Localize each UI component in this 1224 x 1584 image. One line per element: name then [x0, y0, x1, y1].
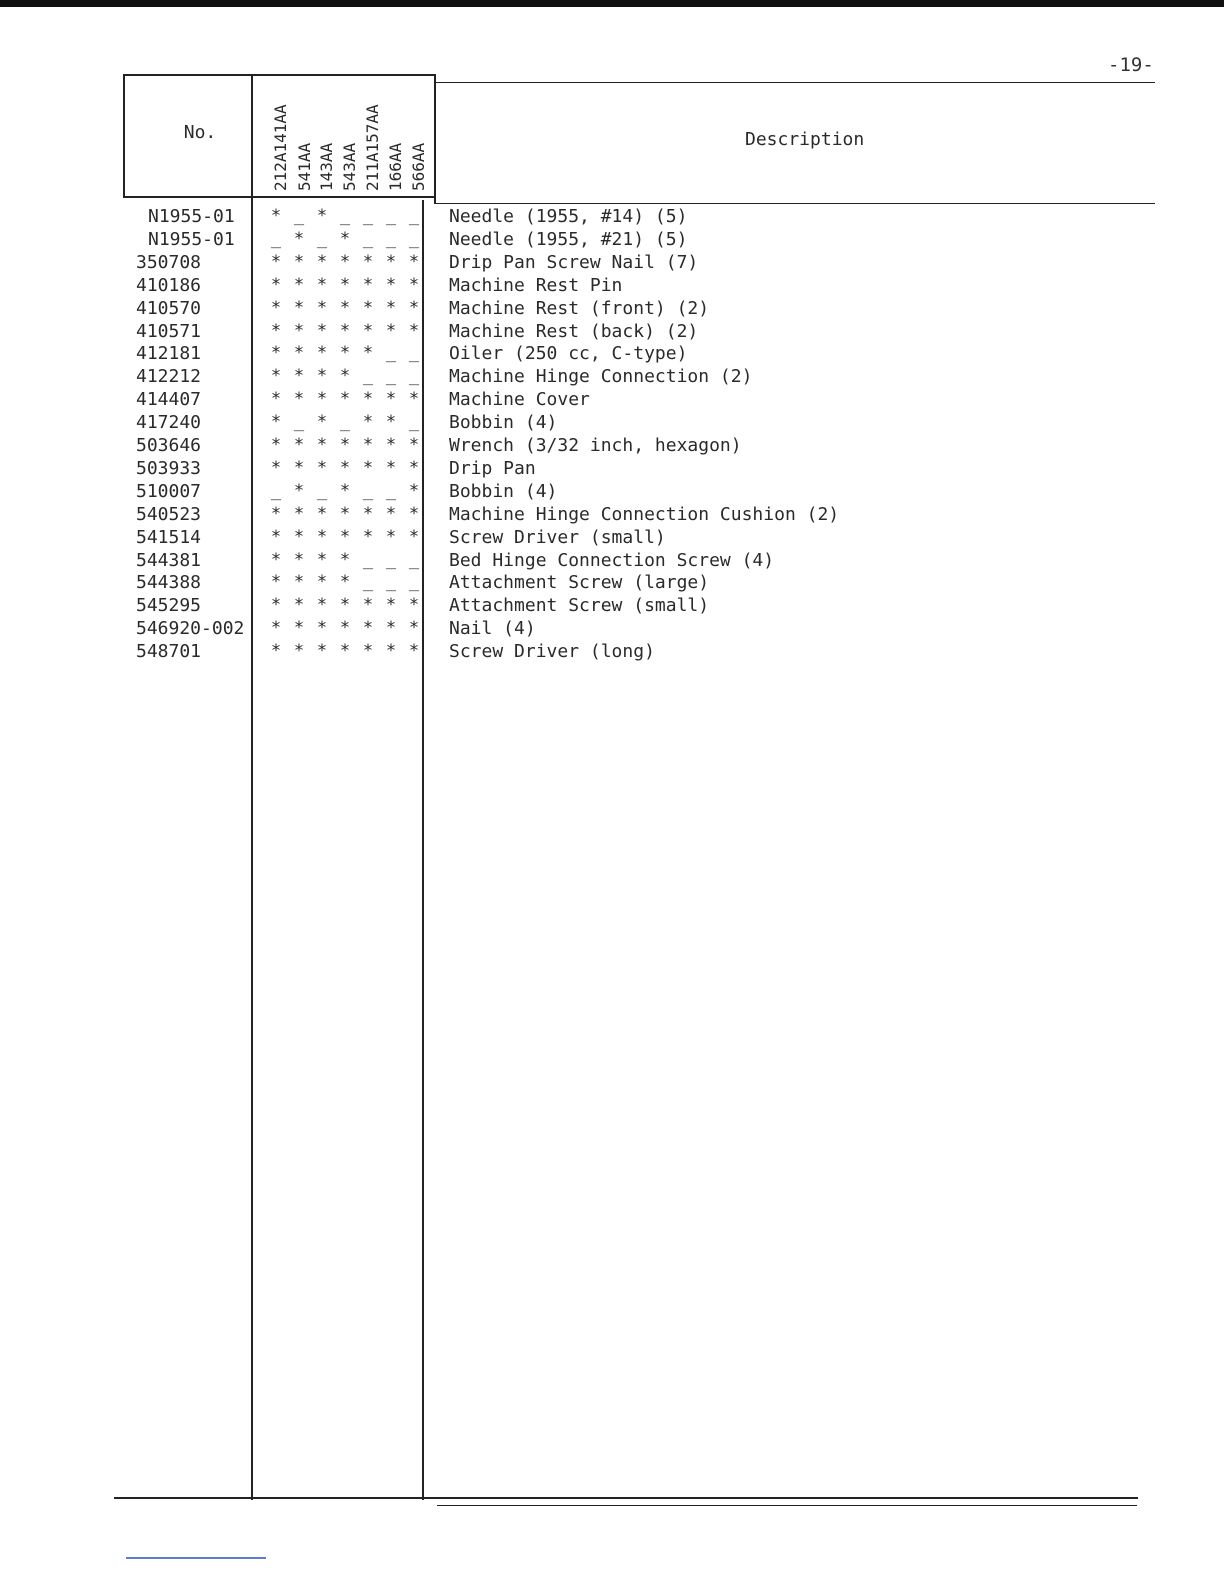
model-header: 543AA: [340, 142, 359, 191]
model-applicability-mark: *: [270, 618, 282, 639]
model-applicability-mark: *: [385, 320, 397, 341]
part-description: Needle (1955, #14) (5): [449, 206, 688, 227]
model-applicability-mark: *: [408, 503, 420, 524]
part-number: 410186: [136, 274, 202, 296]
model-applicability-mark: *: [339, 251, 351, 272]
model-applicability-mark: _: [408, 549, 420, 570]
model-applicability-mark: *: [408, 435, 420, 455]
model-applicability-mark: *: [408, 251, 420, 272]
model-applicability-mark: *: [293, 618, 305, 639]
model-applicability-mark: *: [316, 457, 328, 478]
model-applicability-mark: *: [385, 389, 397, 410]
part-description: Needle (1955, #21) (5): [449, 228, 688, 250]
model-applicability-mark: *: [293, 549, 305, 570]
part-description: Bobbin (4): [449, 480, 558, 502]
model-applicability-mark: *: [270, 412, 282, 433]
model-applicability-mark: *: [362, 389, 374, 410]
model-applicability-mark: _: [385, 343, 397, 364]
model-applicability-mark: *: [316, 435, 328, 455]
model-applicability-mark: _: [408, 343, 420, 364]
model-applicability-mark: *: [316, 320, 328, 341]
model-applicability-mark: *: [270, 572, 282, 593]
model-applicability-mark: *: [385, 297, 397, 318]
column-header-description: Description: [745, 129, 865, 150]
model-applicability-mark: *: [293, 526, 305, 547]
model-applicability-mark: *: [408, 618, 420, 639]
model-applicability-mark: *: [293, 251, 305, 272]
part-number: 412181: [136, 343, 202, 365]
model-applicability-mark: *: [385, 526, 397, 547]
model-applicability-mark: *: [408, 274, 420, 295]
model-applicability-mark: *: [339, 549, 351, 570]
model-applicability-mark: *: [293, 435, 305, 455]
part-number: N1955-01: [148, 228, 235, 250]
model-applicability-mark: *: [293, 366, 305, 387]
part-description: Machine Hinge Connection (2): [449, 366, 753, 388]
table-left-border: [123, 74, 125, 197]
model-applicability-mark: *: [339, 503, 351, 524]
model-applicability-mark: _: [362, 206, 374, 226]
header-bottom-rule-desc: [435, 203, 1155, 204]
model-applicability-mark: _: [362, 228, 374, 249]
model-applicability-mark: _: [293, 206, 305, 226]
part-description: Machine Rest (back) (2): [449, 320, 699, 342]
model-applicability-mark: _: [293, 412, 305, 433]
model-applicability-mark: _: [316, 228, 328, 249]
model-applicability-mark: *: [339, 343, 351, 364]
model-applicability-mark: _: [385, 480, 397, 501]
model-applicability-mark: *: [339, 274, 351, 295]
model-applicability-mark: *: [270, 549, 282, 570]
part-number: 541514: [136, 526, 202, 548]
model-applicability-mark: *: [362, 435, 374, 455]
model-applicability-mark: *: [362, 457, 374, 478]
model-header: 143AA: [317, 142, 336, 191]
model-applicability-mark: _: [385, 206, 397, 226]
model-applicability-mark: *: [316, 572, 328, 593]
model-header: 541AA: [295, 142, 314, 191]
model-applicability-mark: *: [385, 457, 397, 478]
part-description: Attachment Screw (large): [449, 572, 710, 594]
part-description: Bobbin (4): [449, 412, 558, 434]
model-applicability-mark: _: [362, 572, 374, 593]
model-applicability-mark: *: [385, 435, 397, 455]
part-description: Nail (4): [449, 618, 536, 640]
model-applicability-mark: *: [270, 343, 282, 364]
model-applicability-mark: *: [270, 595, 282, 616]
model-applicability-mark: *: [339, 480, 351, 501]
model-applicability-mark: *: [293, 595, 305, 616]
part-number: 350708: [136, 251, 202, 273]
model-applicability-mark: _: [408, 206, 420, 226]
part-description: Screw Driver (long): [449, 641, 655, 663]
model-applicability-mark: *: [362, 503, 374, 524]
model-applicability-mark: *: [408, 457, 420, 478]
model-applicability-mark: *: [270, 389, 282, 410]
part-number: N1955-01: [148, 206, 235, 227]
model-applicability-mark: _: [408, 412, 420, 433]
part-number: 545295: [136, 595, 202, 617]
part-number: 414407: [136, 389, 202, 411]
model-applicability-mark: *: [362, 595, 374, 616]
model-applicability-mark: *: [362, 251, 374, 272]
model-applicability-mark: *: [316, 549, 328, 570]
model-applicability-mark: *: [339, 228, 351, 249]
model-applicability-mark: *: [339, 435, 351, 455]
model-applicability-mark: _: [408, 572, 420, 593]
scan-top-border: [0, 0, 1224, 7]
model-applicability-mark: *: [339, 457, 351, 478]
model-applicability-mark: *: [408, 297, 420, 318]
model-applicability-mark: *: [270, 457, 282, 478]
model-applicability-mark: *: [316, 641, 328, 662]
model-applicability-mark: _: [270, 480, 282, 501]
model-applicability-mark: *: [408, 595, 420, 616]
model-applicability-mark: _: [385, 366, 397, 387]
model-applicability-mark: *: [339, 526, 351, 547]
model-applicability-mark: *: [339, 572, 351, 593]
part-description: Attachment Screw (small): [449, 595, 710, 617]
model-applicability-mark: *: [362, 274, 374, 295]
model-applicability-mark: *: [362, 641, 374, 662]
model-applicability-mark: *: [385, 251, 397, 272]
model-applicability-mark: _: [270, 228, 282, 249]
model-applicability-mark: *: [270, 641, 282, 662]
part-description: Drip Pan: [449, 457, 536, 479]
part-number: 544388: [136, 572, 202, 594]
model-applicability-mark: _: [362, 480, 374, 501]
model-applicability-mark: *: [270, 320, 282, 341]
footer-underline: [126, 1557, 266, 1559]
model-applicability-mark: *: [339, 297, 351, 318]
model-applicability-mark: *: [339, 618, 351, 639]
model-applicability-mark: _: [385, 572, 397, 593]
part-number: 410570: [136, 297, 202, 319]
model-applicability-mark: *: [293, 480, 305, 501]
model-applicability-mark: *: [316, 366, 328, 387]
model-applicability-mark: *: [316, 297, 328, 318]
model-applicability-mark: *: [316, 503, 328, 524]
model-applicability-mark: *: [293, 297, 305, 318]
model-applicability-mark: *: [339, 595, 351, 616]
table-bottom-rule-right: [437, 1505, 1137, 1506]
model-applicability-mark: *: [385, 618, 397, 639]
model-applicability-mark: *: [270, 435, 282, 455]
model-applicability-mark: *: [339, 366, 351, 387]
model-applicability-mark: *: [270, 297, 282, 318]
model-applicability-mark: *: [362, 343, 374, 364]
part-description: Oiler (250 cc, C-type): [449, 343, 688, 365]
table-bottom-rule: [114, 1497, 1138, 1499]
part-description: Drip Pan Screw Nail (7): [449, 251, 699, 273]
model-applicability-mark: *: [270, 503, 282, 524]
model-applicability-mark: *: [339, 389, 351, 410]
model-applicability-mark: *: [316, 389, 328, 410]
part-description: Wrench (3/32 inch, hexagon): [449, 435, 742, 456]
part-number: 417240: [136, 412, 202, 434]
model-header: 166AA: [386, 142, 405, 191]
model-applicability-mark: *: [362, 412, 374, 433]
model-applicability-mark: *: [293, 228, 305, 249]
model-applicability-mark: _: [408, 228, 420, 249]
model-applicability-mark: _: [408, 366, 420, 387]
model-applicability-mark: _: [362, 366, 374, 387]
model-applicability-mark: *: [316, 274, 328, 295]
part-description: Machine Rest Pin: [449, 274, 623, 296]
part-number: 544381: [136, 549, 202, 571]
part-number: 412212: [136, 366, 202, 388]
model-applicability-mark: *: [385, 503, 397, 524]
part-description: Machine Cover: [449, 389, 590, 411]
model-applicability-mark: *: [293, 641, 305, 662]
model-applicability-mark: _: [316, 480, 328, 501]
model-applicability-mark: *: [408, 320, 420, 341]
model-applicability-mark: _: [339, 412, 351, 433]
model-applicability-mark: *: [408, 480, 420, 501]
part-number: 503646: [136, 435, 202, 456]
part-description: Machine Rest (front) (2): [449, 297, 710, 319]
model-applicability-mark: *: [270, 251, 282, 272]
model-applicability-mark: *: [316, 526, 328, 547]
model-applicability-mark: *: [316, 618, 328, 639]
model-applicability-mark: *: [362, 297, 374, 318]
model-applicability-mark: *: [316, 343, 328, 364]
model-header: 566AA: [409, 142, 428, 191]
model-applicability-mark: _: [385, 549, 397, 570]
part-number: 548701: [136, 641, 202, 663]
model-applicability-mark: *: [316, 595, 328, 616]
model-applicability-mark: *: [293, 503, 305, 524]
model-applicability-mark: *: [408, 526, 420, 547]
model-applicability-mark: *: [408, 641, 420, 662]
part-number: 540523: [136, 503, 202, 525]
no-column-divider: [251, 74, 253, 1500]
model-applicability-mark: *: [293, 572, 305, 593]
part-number: 546920-002: [136, 618, 245, 640]
model-applicability-mark: *: [385, 641, 397, 662]
model-applicability-mark: *: [408, 389, 420, 410]
model-applicability-mark: *: [316, 251, 328, 272]
model-applicability-mark: *: [270, 526, 282, 547]
part-number: 410571: [136, 320, 202, 342]
model-applicability-mark: _: [385, 228, 397, 249]
model-applicability-mark: *: [385, 595, 397, 616]
model-applicability-mark: *: [293, 343, 305, 364]
part-description: Screw Driver (small): [449, 526, 666, 548]
model-applicability-mark: *: [270, 206, 282, 226]
part-number: 510007: [136, 480, 202, 502]
model-applicability-mark: *: [362, 526, 374, 547]
part-number: 503933: [136, 457, 202, 479]
model-applicability-mark: *: [362, 320, 374, 341]
model-applicability-mark: _: [339, 206, 351, 226]
model-applicability-mark: *: [339, 320, 351, 341]
part-description: Machine Hinge Connection Cushion (2): [449, 503, 840, 525]
model-applicability-mark: *: [339, 641, 351, 662]
model-header: 211A157AA: [363, 104, 382, 191]
model-applicability-mark: _: [362, 549, 374, 570]
model-applicability-mark: *: [293, 274, 305, 295]
page-number: -19-: [1108, 54, 1154, 76]
column-header-no: No.: [183, 122, 217, 143]
model-applicability-mark: *: [293, 389, 305, 410]
model-header: 212A141AA: [271, 104, 290, 191]
table-top-rule: [123, 74, 435, 76]
model-applicability-mark: *: [385, 412, 397, 433]
header-bottom-rule: [123, 196, 435, 198]
model-applicability-mark: *: [385, 274, 397, 295]
table-top-rule-desc: [435, 82, 1155, 83]
model-applicability-mark: *: [316, 412, 328, 433]
part-description: Bed Hinge Connection Screw (4): [449, 549, 775, 571]
model-applicability-mark: *: [362, 618, 374, 639]
model-applicability-mark: *: [316, 206, 328, 226]
model-applicability-mark: *: [270, 366, 282, 387]
models-column-divider-upper: [434, 74, 436, 204]
model-applicability-mark: *: [293, 320, 305, 341]
model-applicability-mark: *: [293, 457, 305, 478]
model-applicability-mark: *: [270, 274, 282, 295]
